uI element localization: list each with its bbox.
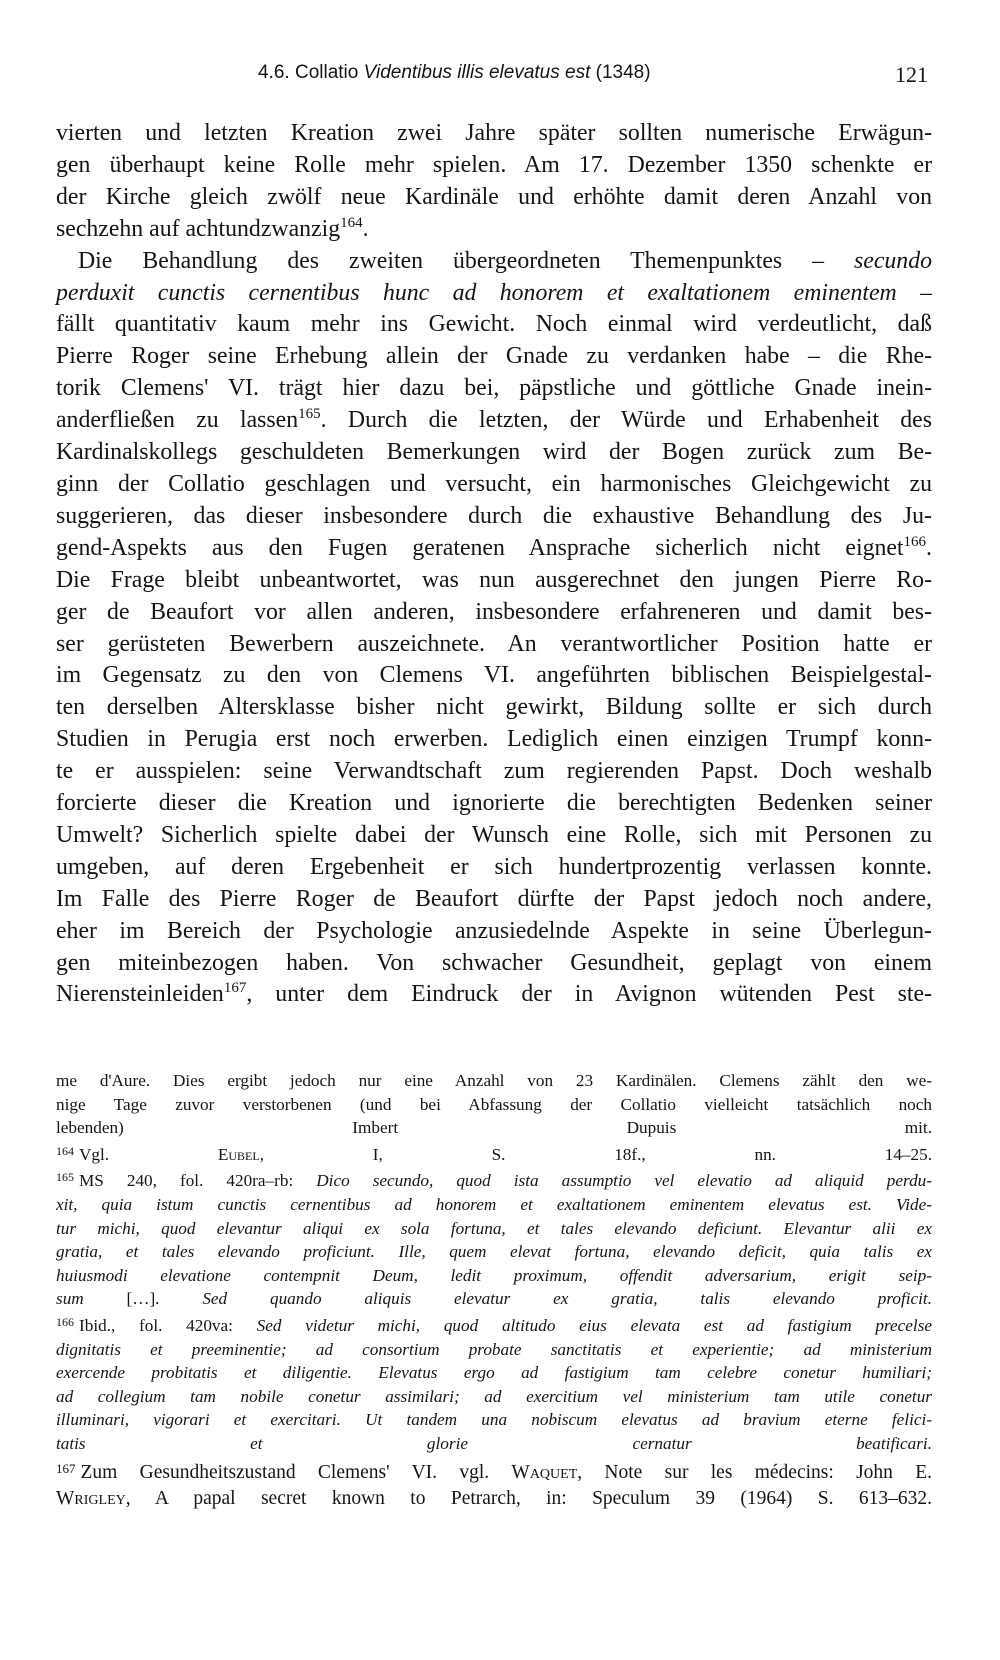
line-text: . [362,215,369,242]
body-line [56,405,932,437]
body-line [56,214,932,246]
body-line [56,979,932,1011]
footnote-line [56,1240,932,1264]
footnote-latin: sum [56,1289,127,1309]
running-title [258,62,651,84]
body-line: te er ausspielen: seine Verwandtschaft zum regierenden Papst. Doch weshalb [56,758,932,785]
body-line: gen miteinbezogen haben. Von schwacher Gesundheit, geplagt von einem [56,949,932,976]
body-line: ser gerüsteten Bewerbern auszeichnete. An verantwortlicher Position hatte er [56,630,932,657]
body-line: gen überhaupt keine Rolle mehr spielen. Am 17. Dezember 1350 schenkte er [56,151,932,178]
footnote-number: 166 [56,1314,74,1329]
body-line [56,246,932,278]
line-text: . Durch die letzten, der Würde und Erhabenheit des [320,407,932,434]
footnote-164 [56,1140,932,1167]
footnote-line [56,1408,932,1432]
body-line: Pierre Roger seine Erhebung allein der Gnade zu verdanken habe – die Rhe- [56,343,932,370]
footnote-latin: illuminari, vigorari et exercitari. Ut tandem una nobiscum elevatus ad bravium eterne felici- [56,1410,932,1430]
body-line: ginn der Collatio geschlagen und versucht, ein harmonisches Gleichgewicht zu [56,470,932,497]
footnote-latin: Dico secundo, quod ista assumptio vel elevatio ad aliquid perdu- [316,1171,932,1191]
footnote-latin: tatis et glorie cernatur beatificari. [56,1433,932,1453]
author-name: Eubel [217,1144,260,1164]
footnote-text: Vgl. [79,1144,218,1164]
latin-quote: secundo [854,247,932,274]
footnote-line [56,1385,932,1409]
footnote-line: nige Tage zuvor verstorbenen (und bei Abfassung der Collatio vielleicht tatsächlich noch [56,1094,932,1114]
footnote-text: , A papal secret known to Petrarch, in: Speculum 39 (1964) S. 613–632. [125,1487,932,1509]
latin-quote: perduxit cunctis cernentibus hunc ad honorem et exaltationem eminentem – [56,279,932,306]
body-line: suggerieren, das dieser insbesondere durch die exhaustive Behandlung des Ju- [56,502,932,529]
body-line: vierten und letzten Kreation zwei Jahre später sollten numerische Erwägun- [56,120,932,146]
body-line: ten derselben Altersklasse bisher nicht gewirkt, Bildung sollte er sich durch [56,694,932,721]
footnote-text: Ibid., fol. 420va: [79,1315,257,1335]
footnote-text: , I, S. 18f., nn. 14–25. [259,1144,932,1164]
title-year: (1348) [595,62,651,83]
footnote-165 [56,1166,932,1193]
section-number: 4.6. [258,62,290,83]
footnote-line [56,1217,932,1241]
footnote-line [56,1486,932,1512]
footnote-latin: Sed videtur michi, quod altitudo eius elevata est ad fastigium precelse [256,1315,933,1335]
footnote-latin: gratia, et tales elevando proficiunt. Ille, quem elevat fortuna, elevando deficit, quia talis ex [56,1242,932,1262]
line-text: , unter dem Eindruck der in Avignon wütenden Pest ste- [246,981,932,1008]
body-line: eher im Bereich der Psychologie anzusiedelnde Aspekte in seine Überlegun- [56,917,932,944]
footnote-latin: Sed quando aliquis elevatur ex gratia, talis elevando proficit. [202,1289,932,1309]
line-text: gend-Aspekts aus den Fugen geratenen Ansprache sicherlich nicht eignet [56,534,904,561]
line-text: Nierensteinleiden [56,981,224,1008]
footnotes [56,1069,932,1512]
footnote-line [56,1264,932,1288]
footnote-text: MS 240, fol. 420ra–rb: [79,1171,317,1191]
footnote-text: Zum Gesundheitszustand Clemens' VI. vgl. [80,1461,512,1483]
body-line: forcierte dieser die Kreation und ignorierte die berechtigten Bedenken seiner [56,790,932,817]
footnote-line [56,1338,932,1362]
footnote-number: 165 [56,1170,74,1185]
body-line: der Kirche gleich zwölf neue Kardinäle und erhöhte damit deren Anzahl von [56,183,932,210]
body-line: Die Frage bleibt unbeantwortet, was nun ausgerechnet den jungen Pierre Ro- [56,566,932,593]
footnote-text: , Note sur les médecins: John E. [577,1461,932,1483]
footnote-167 [56,1456,932,1486]
body-line: ger de Beaufort vor allen anderen, insbesondere erfahreneren und damit bes- [56,598,932,625]
line-text: . [926,534,932,561]
footnote-latin: exercende probitatis et diligentie. Elevatus ergo ad fastigium tam celebre conetur humiliari; [56,1363,932,1383]
body-line: Umwelt? Sicherlich spielte dabei der Wunsch eine Rolle, sich mit Personen zu [56,821,932,848]
footnote-line [56,1287,932,1311]
body-line: torik Clemens' VI. trägt hier dazu bei, päpstliche und göttliche Gnade inein- [56,375,932,402]
line-text: sechzehn auf achtundzwanzig [56,215,341,242]
body-line: fällt quantitativ kaum mehr ins Gewicht. Noch einmal wird verdeutlicht, daß [56,311,932,338]
footnote-number: 167 [56,1460,76,1476]
footnote-ref-164[interactable]: 164 [340,214,363,231]
line-text: Die Behandlung des zweiten übergeordneten Themenpunktes – [78,247,855,274]
running-header [60,62,928,96]
footnote-line [56,1432,932,1456]
footnote-ref-167[interactable]: 167 [223,980,247,997]
page-number: 121 [895,62,928,87]
body-line: umgeben, auf deren Ergebenheit er sich hundertprozentig verlassen konnte. [56,853,932,880]
footnote-line: me d'Aure. Dies ergibt jedoch nur eine Anzahl von 23 Kardinälen. Clemens zählt den we- [56,1071,932,1090]
footnote-latin: dignitatis et preeminentie; ad consortium probate sanctitatis et experientie; ad ministerium [56,1339,932,1359]
footnote-latin: tur michi, quod elevantur aliqui ex sola fortuna, et tales elevando deficiunt. Elevantur alii ex [56,1218,932,1238]
footnote-latin: huiusmodi elevatione contempnit Deum, ledit proximum, offendit adversarium, erigit seip- [56,1265,932,1285]
body-line: Im Falle des Pierre Roger de Beaufort dürfte der Papst jedoch noch andere, [56,885,932,912]
author-name: Wrigley [56,1487,126,1509]
footnote-latin: xit, quia istum cunctis cernentibus ad honorem et exaltationem eminentem elevatus est. Vide- [56,1194,932,1214]
footnote-line: lebenden) Imbert Dupuis mit. [56,1118,932,1138]
footnote-number: 164 [56,1143,74,1158]
footnote-ref-165[interactable]: 165 [298,406,321,423]
footnote-line [56,1193,932,1217]
body-line: Studien in Perugia erst noch erwerben. Lediglich einen einzigen Trumpf konn- [56,726,932,753]
main-text [56,118,932,1011]
line-text: anderfließen zu lassen [56,407,299,434]
body-line: Kardinalskollegs geschuldeten Bemerkungen wird der Bogen zurück zum Be- [56,439,932,466]
body-line: im Gegensatz zu den von Clemens VI. angeführten biblischen Beispielgestal- [56,662,932,689]
title-italic: Videntibus illis elevatus est [363,62,591,83]
footnote-latin: ad collegium tam nobile conetur assimilari; ad exercitium vel ministerium tam utile conetur [56,1386,932,1406]
body-line [56,533,932,565]
footnote-ref-166[interactable]: 166 [903,533,927,550]
footnote-line [56,1361,932,1385]
author-name: Waquet [511,1461,578,1483]
body-line [56,278,932,310]
ellipsis: […]. [126,1289,203,1309]
title-pre: Collatio [294,62,359,83]
footnote-166 [56,1311,932,1338]
